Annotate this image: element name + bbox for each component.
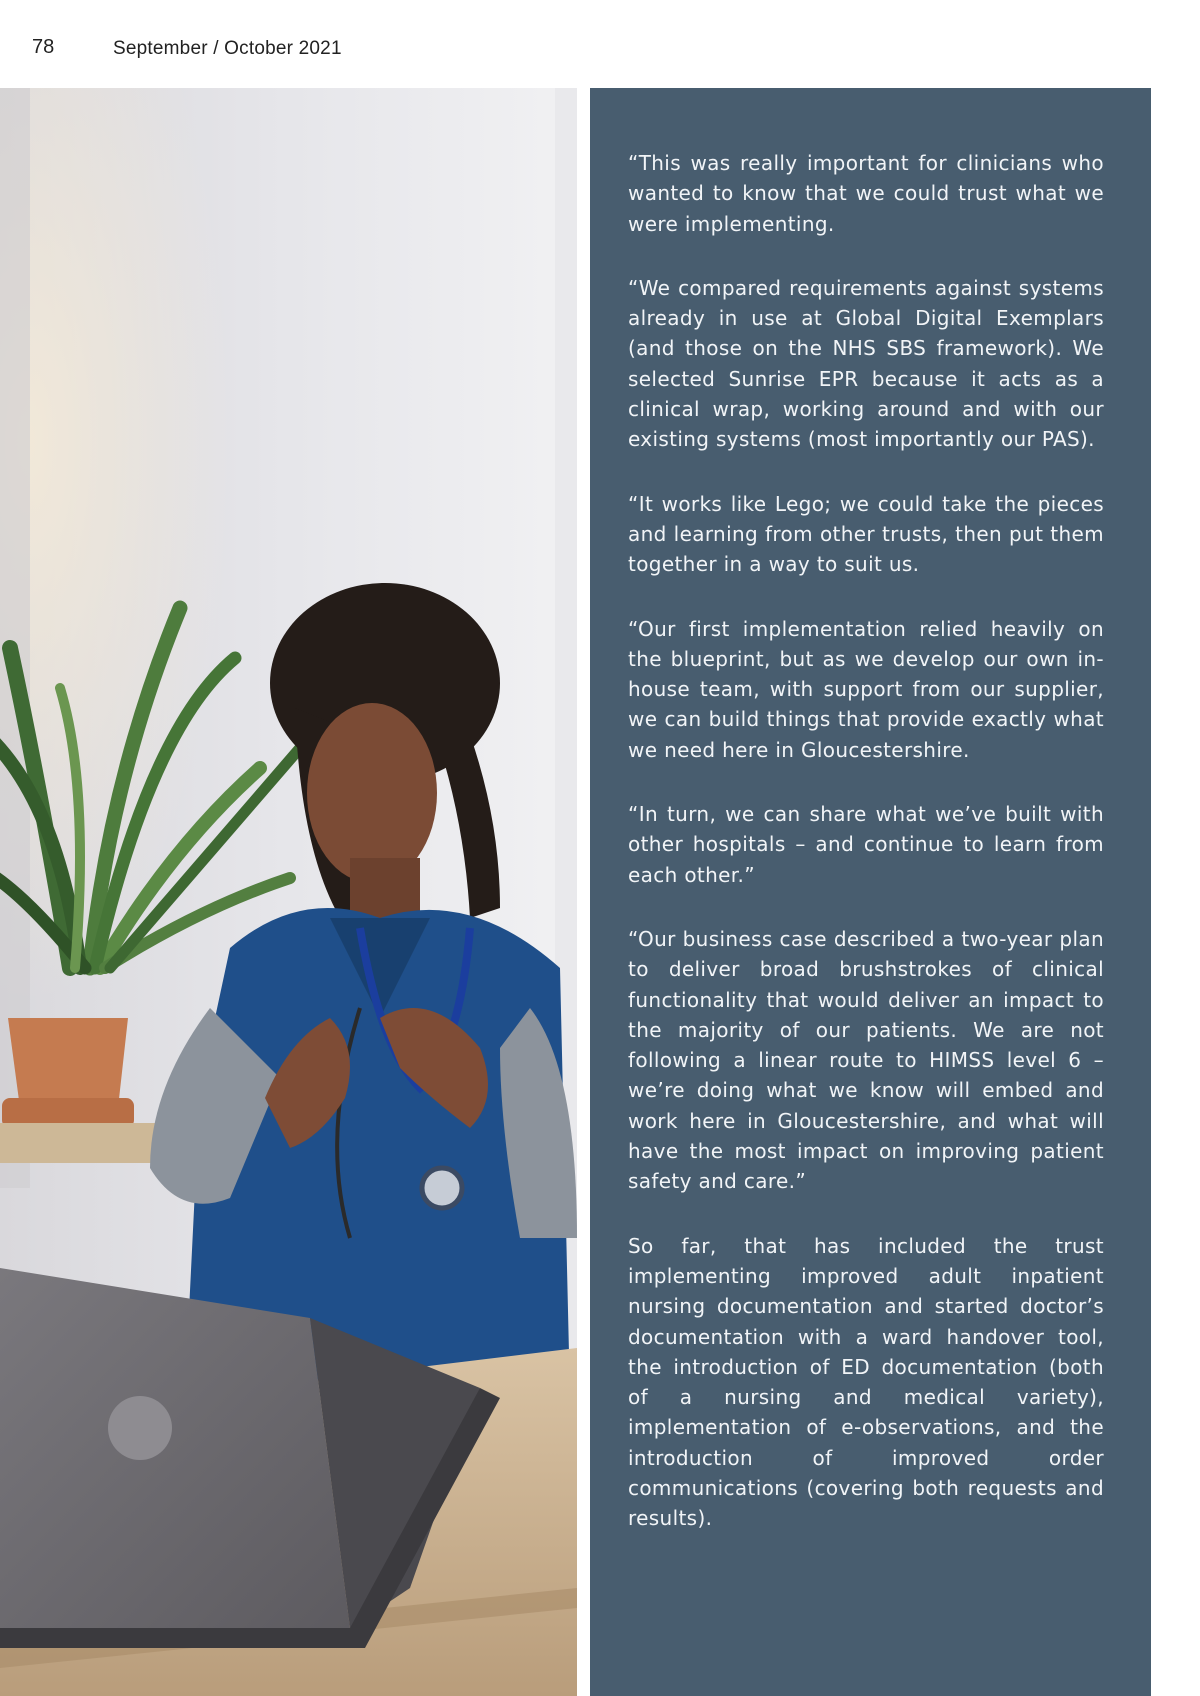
paragraph: “We compared requirements against systems already in use at Global Digital Exemplars (and those on the NHS SBS framework). We selected Sunrise EPR because it acts as a clinical wrap, working around and with our existing systems (most importantly our PAS). xyxy=(628,275,1104,452)
page-number: 78 xyxy=(32,36,55,58)
clinician-photo xyxy=(0,88,577,1696)
article-text-panel xyxy=(590,88,1151,1696)
page-header xyxy=(0,0,1200,88)
paragraph: “Our first implementation relied heavily on the blueprint, but as we develop our own in-house team, with support from our supplier, we can build things that provide exactly what we need here in Gloucestershire. xyxy=(628,616,1104,762)
paragraph: So far, that has included the trust implementing improved adult inpatient nursing documentation and started doctor’s documentation with a ward handover tool, the introduction of ED documentation (both of a nursing and medical variety), implementation of e-observations, and the introduction of improved order communications (covering both requests and results). xyxy=(628,1233,1104,1531)
paragraph: “It works like Lego; we could take the pieces and learning from other trusts, then put them together in a way to suit us. xyxy=(628,491,1104,577)
issue-date: September / October 2021 xyxy=(113,38,342,59)
paragraph: “This was really important for clinicians who wanted to know that we could trust what we were implementing. xyxy=(628,151,1104,236)
paragraph: “In turn, we can share what we’ve built with other hospitals – and continue to learn from each other.” xyxy=(628,802,1104,887)
article-body xyxy=(628,148,1104,1568)
paragraph: “Our business case described a two-year plan to deliver broad brushstrokes of clinical functionality that would deliver an impact to the majority of our patients. We are not following a linear route to HIMSS level 6 – we’re doing what we know will embed and work here in Gloucestershire, and what will have the most impact on improving patient safety and care.” xyxy=(628,926,1104,1194)
